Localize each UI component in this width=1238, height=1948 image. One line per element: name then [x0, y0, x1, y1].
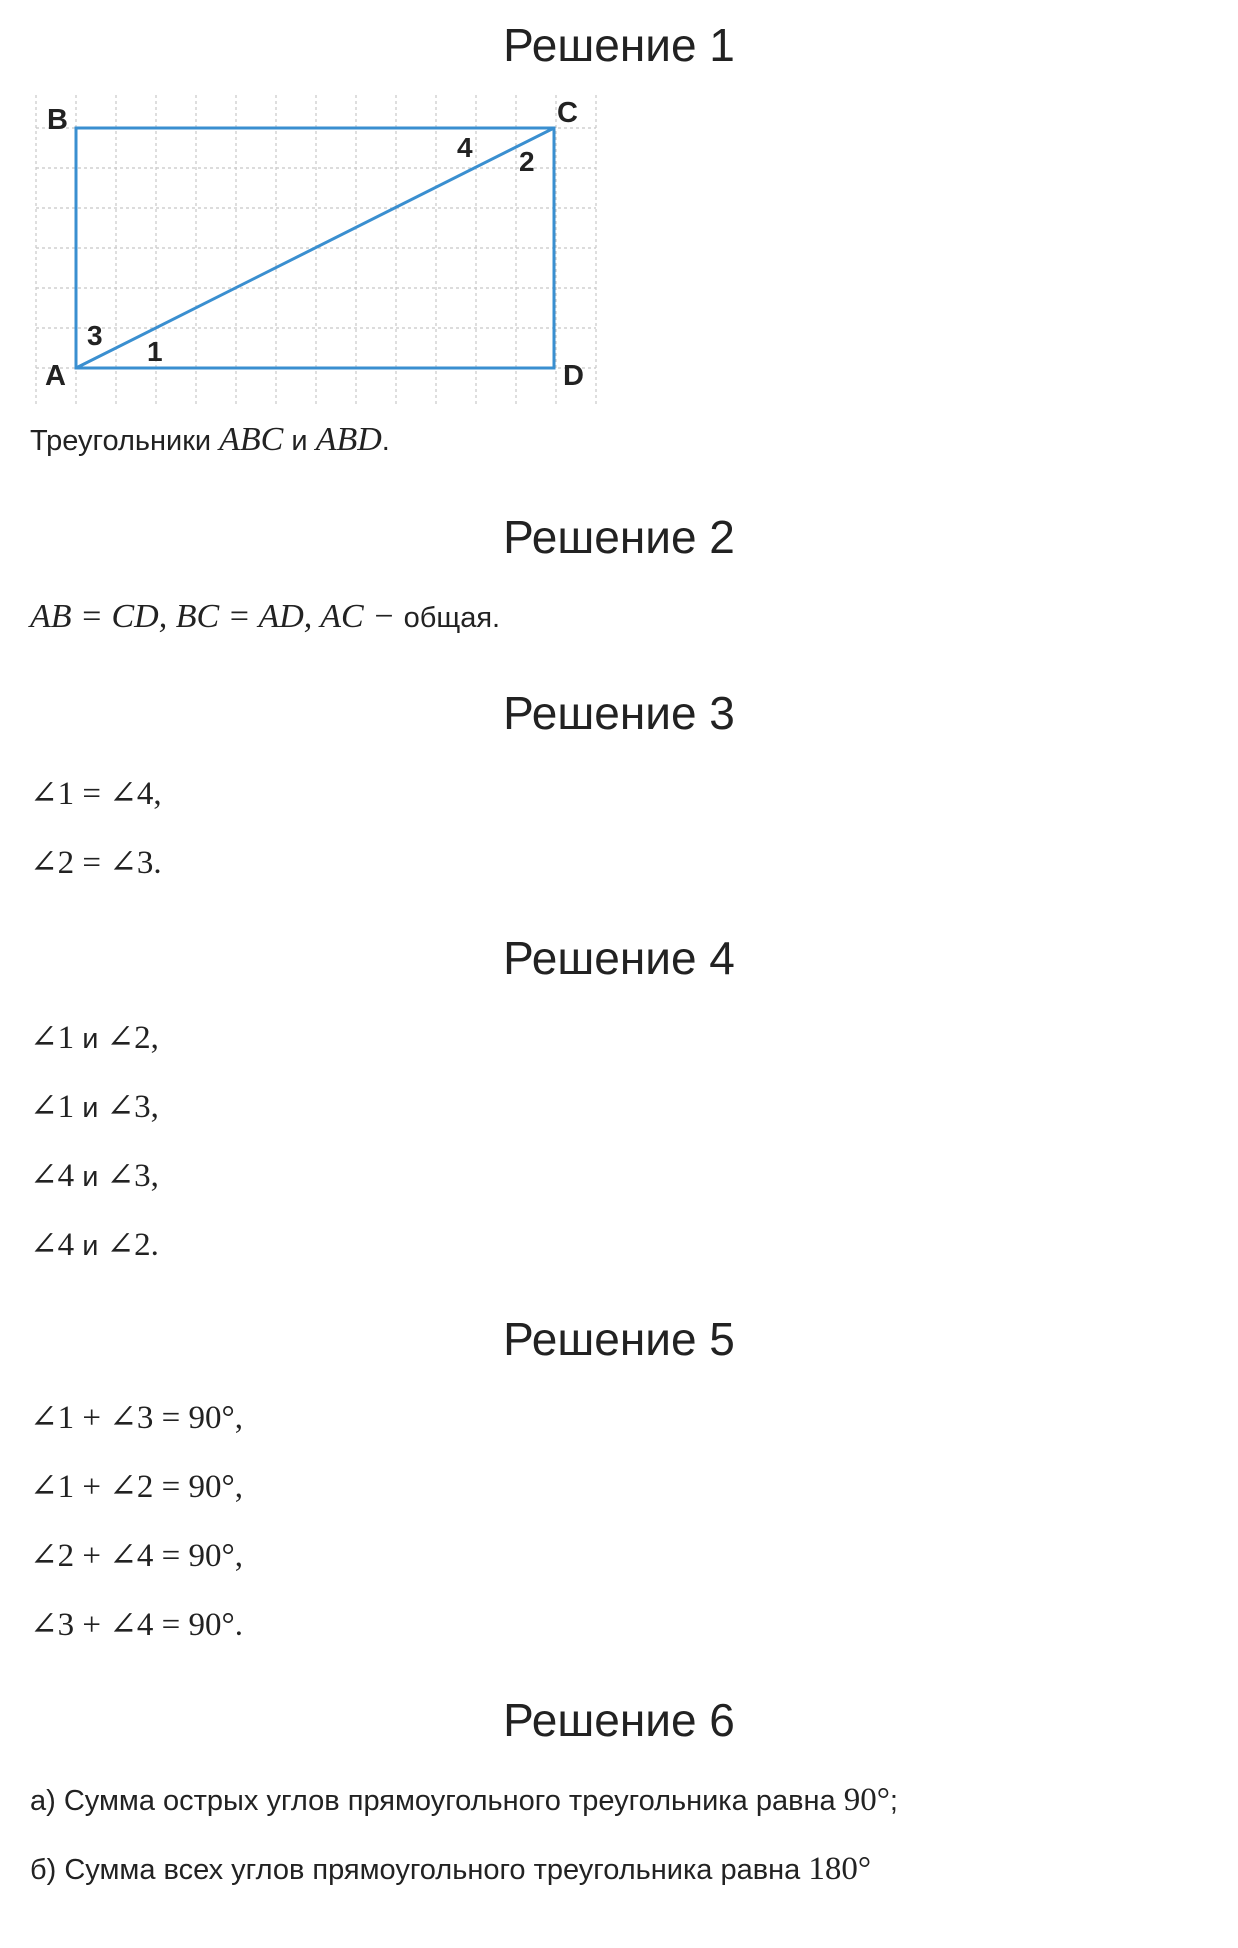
answer-b [30, 1850, 871, 1890]
angle-pair-3-second: ∠3, [106, 1158, 159, 1194]
triangles-text-end: . [381, 425, 390, 457]
answer-a-end: ; [889, 1785, 898, 1817]
equality-line-1: ∠1 = ∠4, [30, 776, 162, 812]
triangles-text [30, 420, 390, 461]
triangles-text-start: Треугольники [30, 425, 220, 457]
angle-pair-4-and: и [74, 1230, 107, 1262]
angle-pair-1-first: ∠1 [30, 1020, 75, 1056]
angle-pair-3-first: ∠4 [30, 1158, 75, 1194]
equal-sides-text [30, 597, 500, 638]
answer-a-value: 90° [843, 1782, 890, 1818]
answer-a [30, 1781, 898, 1821]
angle-pair-4-second: ∠2. [106, 1227, 159, 1263]
rectangle-figure [30, 95, 620, 415]
answer-b-text: б) Сумма всех углов прямоугольного треугольника равна [30, 1854, 809, 1886]
angle-pair-1 [30, 1019, 159, 1059]
equal-sides-math: AB = CD, BC = AD, AC − [30, 598, 404, 635]
equality-line-2: ∠2 = ∠3. [30, 845, 162, 881]
section-3-heading: Решение 3 [503, 687, 735, 739]
angle-pair-3-and: и [74, 1161, 107, 1193]
vertex-label-b: B [47, 104, 68, 136]
angle-pair-2-and: и [74, 1092, 107, 1124]
triangle-abc: ABC [219, 421, 284, 458]
grid-lines [36, 95, 596, 407]
angle-pair-2-second: ∠3, [106, 1089, 159, 1125]
angle-pair-1-second: ∠2, [106, 1020, 159, 1056]
triangle-abd: ABD [315, 421, 382, 458]
answer-a-text: а) Сумма острых углов прямоугольного треугольника равна [30, 1785, 844, 1817]
section-4-heading: Решение 4 [503, 932, 735, 984]
triangles-text-and: и [283, 425, 316, 457]
sum-line-3: ∠2 + ∠4 = 90°, [30, 1538, 243, 1574]
answer-b-value: 180° [808, 1851, 872, 1887]
angle-pair-4 [30, 1226, 159, 1266]
sum-line-1: ∠1 + ∠3 = 90°, [30, 1400, 243, 1436]
angle-pair-2 [30, 1088, 159, 1128]
angle-pair-2-first: ∠1 [30, 1089, 75, 1125]
section-1-heading: Решение 1 [503, 19, 735, 71]
angle-label-3: 3 [87, 320, 103, 351]
sum-line-2: ∠1 + ∠2 = 90°, [30, 1469, 243, 1505]
section-6-heading: Решение 6 [503, 1694, 735, 1746]
common-side-text: общая. [403, 602, 501, 634]
angle-pair-4-first: ∠4 [30, 1227, 75, 1263]
angle-label-2: 2 [519, 146, 535, 177]
angle-pair-1-and: и [74, 1023, 107, 1055]
vertex-label-d: D [563, 360, 584, 392]
angle-label-4: 4 [457, 132, 473, 163]
angle-pair-3 [30, 1157, 159, 1197]
vertex-label-a: A [45, 360, 66, 392]
section-5-heading: Решение 5 [503, 1313, 735, 1365]
sum-line-4: ∠3 + ∠4 = 90°. [30, 1607, 243, 1643]
section-2-heading: Решение 2 [503, 511, 735, 563]
angle-label-1: 1 [147, 336, 163, 367]
vertex-label-c: C [557, 97, 578, 129]
